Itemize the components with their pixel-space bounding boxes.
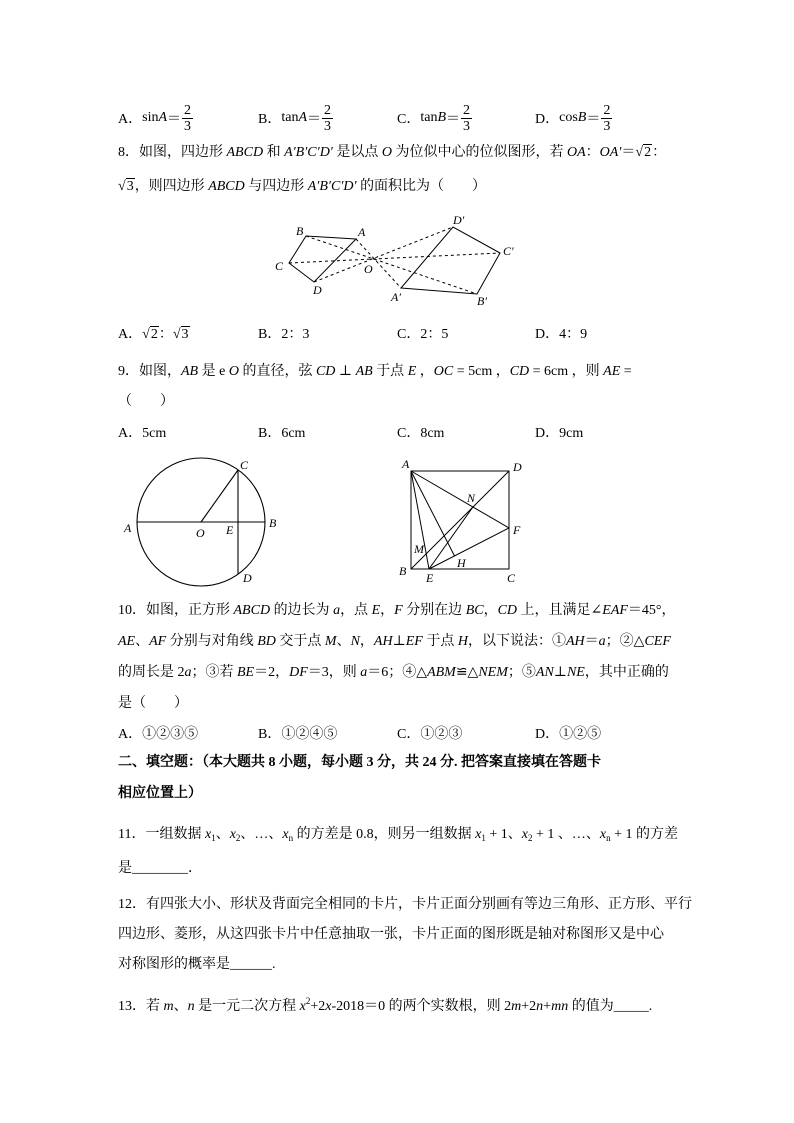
- math: O: [228, 364, 239, 379]
- text: ，: [483, 603, 498, 618]
- var: B: [577, 110, 587, 125]
- option-letter: D．: [535, 112, 560, 127]
- text: = 6cm ，则: [529, 364, 604, 379]
- math: ABCD: [208, 179, 245, 194]
- label-b: B: [296, 224, 304, 238]
- text: ＝6；④△: [367, 665, 428, 680]
- q9-option-a: [118, 424, 166, 444]
- text: +: [543, 999, 552, 1014]
- option-letter: C．: [397, 327, 421, 342]
- math: CD: [497, 603, 518, 618]
- option-letter: A．: [118, 426, 143, 441]
- text: = 5cm ，: [453, 364, 510, 379]
- q8-line-2: [118, 177, 486, 197]
- denominator: 3: [184, 118, 192, 134]
- label-d: D: [513, 460, 522, 474]
- text: 13．若: [118, 999, 164, 1014]
- math: NEM: [478, 665, 508, 680]
- q7-option-a: [118, 100, 193, 136]
- option-letter: B．: [258, 112, 282, 127]
- radicand: 3: [181, 327, 189, 342]
- math: n: [536, 999, 544, 1014]
- label-b-prime: B′: [477, 294, 487, 308]
- math: BC: [465, 603, 484, 618]
- var-x: x: [521, 827, 528, 842]
- math: OC: [433, 364, 454, 379]
- math: m: [511, 999, 522, 1014]
- math: x: [325, 999, 332, 1014]
- label-o: O: [364, 262, 373, 276]
- q9-option-b: [258, 424, 305, 444]
- math: BD: [257, 634, 276, 649]
- text: 是: [198, 364, 220, 379]
- numerator: 2: [184, 102, 192, 118]
- var-x: x: [282, 827, 289, 842]
- option-letter: C．: [397, 426, 421, 441]
- fn: tan: [281, 110, 299, 125]
- text: 9．如图，: [118, 364, 181, 379]
- text: ，: [359, 634, 374, 649]
- text: 的周长是 2: [118, 665, 185, 680]
- denominator: 3: [603, 118, 611, 134]
- fn: sin: [142, 110, 159, 125]
- ray-c: [289, 253, 500, 263]
- circle-symbol: e: [219, 364, 229, 379]
- text: 是以点: [332, 145, 382, 160]
- label-c: C: [507, 571, 516, 585]
- eq: ＝: [586, 112, 601, 127]
- numerator: 2: [324, 102, 332, 118]
- option-text: 9cm: [559, 426, 584, 441]
- text: ＝2，: [254, 665, 290, 680]
- q9-line-2: （ ）: [118, 394, 174, 409]
- option-text: 2：3: [281, 327, 310, 342]
- option-letter: B．: [258, 426, 282, 441]
- text: -2018＝0 的两个实数根，则 2: [331, 999, 512, 1014]
- label-d: D: [243, 571, 252, 585]
- math: N: [350, 634, 360, 649]
- fn: tan: [420, 110, 438, 125]
- option-letter: A．: [118, 112, 143, 127]
- q10-line-1: [118, 601, 676, 621]
- text: =: [620, 364, 632, 379]
- text: 10．如图，正方形: [118, 603, 234, 618]
- label-e: E: [426, 571, 434, 585]
- sqrt: √3: [172, 327, 189, 342]
- q10-option-c: [397, 725, 462, 745]
- fn: cos: [559, 110, 578, 125]
- option-text: ①②③⑤: [142, 727, 199, 742]
- math: A′B′C′D′: [307, 179, 357, 194]
- q7-option-d: [535, 100, 612, 136]
- radicand: 2: [644, 145, 652, 160]
- label-e: E: [226, 523, 234, 537]
- label-a-prime: A′: [391, 290, 401, 304]
- radius-oc: [201, 470, 238, 522]
- var-x: x: [599, 827, 607, 842]
- fraction: [182, 103, 193, 134]
- q12-line-2: 四边形、菱形，从这四张卡片中任意抽取一张，卡片正面的图形既是轴对称图形又是中心: [118, 927, 664, 942]
- label-n: N: [467, 491, 476, 505]
- var-x: x: [229, 827, 236, 842]
- denominator: 3: [463, 118, 471, 134]
- math: AN: [535, 665, 554, 680]
- q7-option-c: [397, 100, 472, 136]
- q10-option-b: [258, 725, 337, 745]
- radicand: 2: [150, 327, 158, 342]
- label-c: C: [275, 259, 284, 273]
- subscript: n: [288, 833, 294, 843]
- text: ，: [416, 364, 434, 379]
- option-letter: C．: [397, 727, 421, 742]
- var-x: x: [475, 827, 482, 842]
- numerator: 2: [603, 102, 611, 118]
- fraction: [461, 103, 472, 134]
- label-m: M: [414, 542, 424, 556]
- eq: ＝: [446, 112, 461, 127]
- text: ＝3，则: [307, 665, 361, 680]
- text: ：: [585, 145, 600, 160]
- q8-option-c: [397, 325, 448, 345]
- var-x: x: [204, 827, 212, 842]
- text: 的边长为: [270, 603, 334, 618]
- option-letter: D．: [535, 426, 560, 441]
- q10-line-2: [118, 632, 671, 652]
- q10-line-3: [118, 663, 669, 683]
- option-text: 8cm: [420, 426, 445, 441]
- subscript: 2: [527, 833, 533, 843]
- segment-en: [429, 507, 473, 569]
- subscript: n: [606, 833, 611, 843]
- text: ⊥: [392, 634, 406, 649]
- text: ⊥: [553, 665, 567, 680]
- text: ；⑤: [507, 665, 536, 680]
- q11-line-1: [118, 825, 678, 848]
- math: E: [407, 364, 417, 379]
- ray-b: [306, 236, 477, 294]
- math: OA: [567, 145, 586, 160]
- q10-option-d: [535, 725, 601, 745]
- text: 的面积比为（ ）: [356, 179, 487, 194]
- math: AE: [603, 364, 621, 379]
- math: F: [394, 603, 403, 618]
- label-d-prime: D′: [453, 213, 465, 227]
- text: ，: [380, 603, 395, 618]
- math: a: [598, 634, 606, 649]
- var: A: [158, 110, 168, 125]
- option-letter: B．: [258, 727, 282, 742]
- label-b: B: [269, 516, 277, 530]
- label-d: D: [313, 283, 322, 297]
- label-a: A: [124, 521, 132, 535]
- label-a: A: [358, 225, 366, 239]
- q9-option-c: [397, 424, 444, 444]
- text: 的值为_____.: [568, 999, 653, 1014]
- radicand: 3: [126, 179, 134, 194]
- sqrt: √2: [142, 327, 158, 342]
- math: M: [324, 634, 337, 649]
- math: H: [457, 634, 468, 649]
- option-text: 2：5: [420, 327, 449, 342]
- text: ，其中正确的: [584, 665, 669, 680]
- option-text: 4：9: [559, 327, 588, 342]
- math: E: [371, 603, 381, 618]
- text: 8．如图，四边形: [118, 145, 227, 160]
- ray-d: [314, 227, 453, 282]
- section-heading-line-2: 相应位置上）: [118, 786, 202, 801]
- var: B: [437, 110, 447, 125]
- q10-option-a: [118, 725, 198, 745]
- option-letter: B．: [258, 327, 282, 342]
- text: 是一元二次方程: [194, 999, 300, 1014]
- option-text: 6cm: [281, 426, 306, 441]
- math: a: [333, 603, 341, 618]
- text: 11．一组数据: [118, 827, 205, 842]
- text: ；③若: [191, 665, 237, 680]
- option-text: ①②④⑤: [281, 727, 338, 742]
- math: m: [163, 999, 174, 1014]
- label-h: H: [457, 556, 466, 570]
- label-c-prime: C′: [503, 244, 514, 258]
- text: 、: [336, 634, 351, 649]
- math: NE: [566, 665, 585, 680]
- math: CD: [509, 364, 530, 379]
- quad-a2b2c2d2: [401, 227, 500, 294]
- text: ⊥: [335, 364, 356, 379]
- math: x: [299, 999, 306, 1014]
- text: ，则四边形: [134, 179, 209, 194]
- math: EF: [405, 634, 423, 649]
- math: AH: [373, 634, 393, 649]
- section-heading-line-1: 二、填空题：（本大题共 8 小题，每小题 3 分，共 24 分. 把答案直接填在答题卡: [118, 755, 601, 770]
- text: + 1 、…、: [532, 827, 600, 842]
- text: 、: [215, 827, 230, 842]
- numerator: 2: [463, 102, 471, 118]
- text: 于点: [372, 364, 408, 379]
- text: +2: [310, 999, 326, 1014]
- q7-option-b: [258, 100, 333, 136]
- text: ＝: [584, 634, 599, 649]
- text: ，点: [340, 603, 372, 618]
- text: 、: [135, 634, 150, 649]
- label-c: C: [240, 458, 249, 472]
- math: mn: [551, 999, 569, 1014]
- text: + 1 的方差: [610, 827, 679, 842]
- option-letter: D．: [535, 727, 560, 742]
- q8-option-b: [258, 325, 309, 345]
- label-o: O: [196, 526, 205, 540]
- option-letter: C．: [397, 112, 421, 127]
- text: ＝45°，: [627, 603, 676, 618]
- q13-line-1: [118, 991, 652, 1017]
- option-text: ①②③: [420, 727, 463, 742]
- label-b: B: [399, 564, 407, 578]
- math: AB: [181, 364, 199, 379]
- denominator: 3: [324, 118, 332, 134]
- text: 与四边形: [244, 179, 308, 194]
- math: ABM: [427, 665, 456, 680]
- var: A: [298, 110, 308, 125]
- eq: ＝: [167, 112, 182, 127]
- math: ABCD: [233, 603, 271, 618]
- math: AB: [355, 364, 373, 379]
- text: 上，且满足∠: [517, 603, 603, 618]
- sqrt: √2: [635, 145, 652, 160]
- math: n: [187, 999, 195, 1014]
- math: BE: [237, 665, 255, 680]
- q9-circle-figure: [118, 455, 288, 590]
- ray-a: [356, 239, 401, 288]
- math: DF: [289, 665, 308, 680]
- math: EAF: [602, 603, 628, 618]
- math: AH: [565, 634, 585, 649]
- text: 分别与对角线: [166, 634, 258, 649]
- math: AF: [149, 634, 167, 649]
- q8-option-d: [535, 325, 587, 345]
- math: OA′: [599, 145, 622, 160]
- text: 于点: [422, 634, 458, 649]
- math: a: [184, 665, 192, 680]
- q11-line-2: 是________．: [118, 861, 202, 876]
- math: CEF: [644, 634, 671, 649]
- fraction: [601, 103, 612, 134]
- text: +2: [521, 999, 537, 1014]
- math: A′B′C′D′: [284, 145, 333, 160]
- q12-line-1: 12．有四张大小、形状及背面完全相同的卡片，卡片正面分别画有等边三角形、正方形、平行: [118, 897, 692, 912]
- eq: ＝: [307, 112, 322, 127]
- text: 、…、: [240, 827, 283, 842]
- text: ：: [652, 145, 667, 160]
- text: 和: [263, 145, 285, 160]
- text: 、: [173, 999, 188, 1014]
- text: ；②△: [605, 634, 645, 649]
- q10-line-4: 是（ ）: [118, 696, 188, 711]
- q9-line-1: [118, 362, 632, 382]
- q8-figure: [260, 205, 530, 315]
- option-letter: A．: [118, 727, 143, 742]
- math: ABCD: [226, 145, 264, 160]
- text: 分别在边: [402, 603, 466, 618]
- math: a: [360, 665, 368, 680]
- text: ，以下说法：①: [467, 634, 566, 649]
- sep: ：: [158, 327, 173, 342]
- math: AE: [118, 634, 136, 649]
- q8-line-1: [118, 143, 666, 163]
- option-letter: D．: [535, 327, 560, 342]
- text: 的直径，弦: [238, 364, 316, 379]
- segment-ef: [429, 528, 509, 569]
- text: 的方差是 0.8，则另一组数据: [293, 827, 476, 842]
- subscript: 2: [235, 833, 241, 843]
- label-a: A: [402, 457, 410, 471]
- option-text: ①②⑤: [559, 727, 602, 742]
- q12-line-3: 对称图形的概率是______.: [118, 957, 276, 972]
- subscript: 1: [481, 833, 486, 843]
- text: 交于点: [275, 634, 325, 649]
- q9-option-d: [535, 424, 583, 444]
- option-letter: A．: [118, 327, 143, 342]
- fraction: [322, 103, 333, 134]
- option-text: 5cm: [142, 426, 167, 441]
- text: 为位似中心的位似图形，若: [392, 145, 567, 160]
- math: CD: [315, 364, 336, 379]
- math: O: [381, 145, 392, 160]
- quad-abcd: [289, 236, 356, 282]
- text: + 1、: [485, 827, 522, 842]
- q10-square-figure: [395, 455, 530, 589]
- label-f: F: [513, 523, 521, 537]
- text: ＝: [621, 145, 636, 160]
- subscript: 1: [211, 833, 216, 843]
- text: ≌△: [455, 665, 479, 680]
- sqrt: √3: [118, 179, 134, 194]
- q8-option-a: [118, 325, 190, 345]
- exponent: 2: [305, 996, 311, 1006]
